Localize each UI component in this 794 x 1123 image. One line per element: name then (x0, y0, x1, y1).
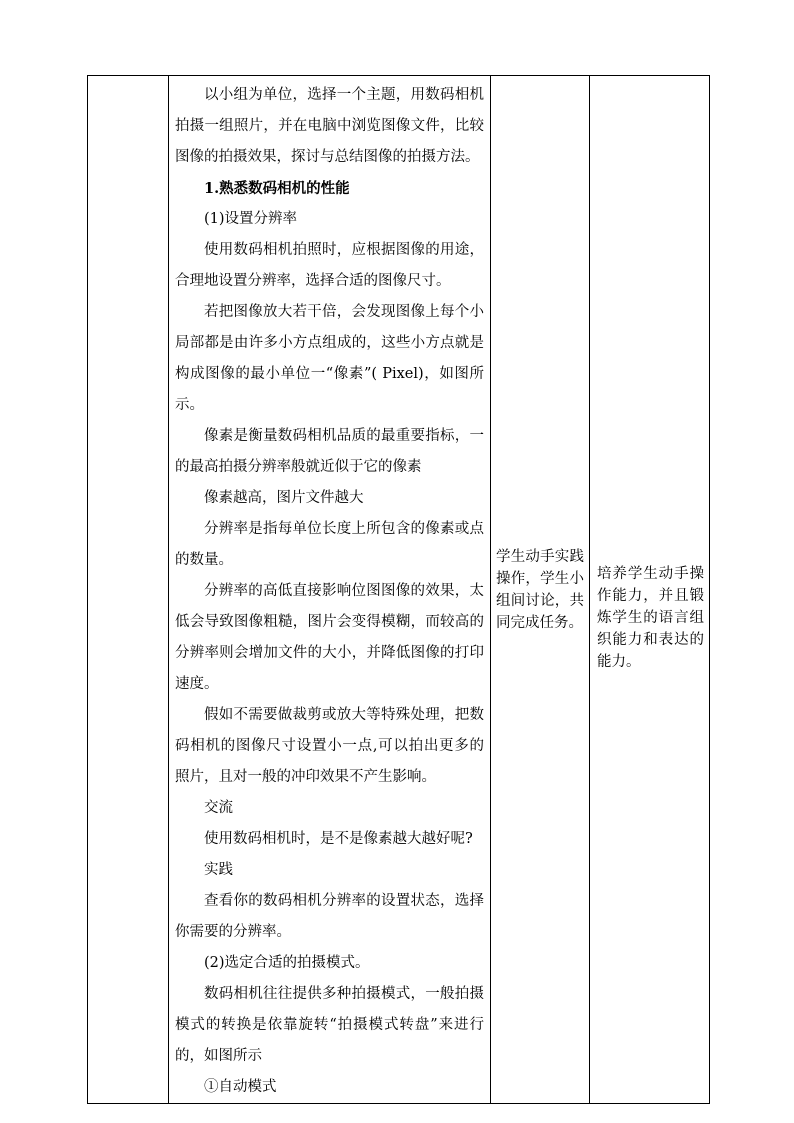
content-paragraph: (1)设置分辨率 (204, 211, 298, 227)
teaching-content (169, 76, 490, 1103)
student-activity-cell (491, 76, 590, 1104)
content-paragraph: 若把图像放大若干倍，会发现图像上每个小局部都是由许多小方点组成的，这些小方点就是构成图像的最小单位一“像素”( Pixel)，如图所示。 (175, 304, 484, 413)
design-intent-cell (590, 76, 710, 1104)
content-cell (169, 76, 491, 1104)
content-paragraph: 像素是衡量数码相机品质的最重要指标，一的最高拍摄分辨率般就近似于它的像素 (175, 428, 484, 475)
content-paragraph: 分辨率的高低直接影响位图图像的效果，太低会导致图像粗糙，图片会变得模糊，而较高的分辨率则会增加文件的大小，并降低图像的打印速度。 (175, 583, 484, 692)
content-paragraph: 使用数码相机拍照时，应根据图像的用途，合理地设置分辨率，选择合适的图像尺寸。 (175, 242, 484, 289)
section-heading: 1.熟悉数码相机的性能 (204, 180, 350, 197)
content-paragraph: 实践 (204, 862, 233, 878)
content-paragraph: 分辨率是指每单位长度上所包含的像素或点的数量。 (175, 521, 484, 568)
design-intent-text: 培养学生动手操作能力，并且锻炼学生的语言组织能力和表达的能力。 (597, 565, 704, 670)
content-paragraph: 使用数码相机时，是不是像素越大越好呢? (204, 831, 473, 847)
content-paragraph: 假如不需要做裁剪或放大等特殊处理，把数码相机的图像尺寸设置小一点,可以拍出更多的照片，且对一般的冲印效果不产生影响。 (175, 707, 484, 785)
content-paragraph: (2)选定合适的拍摄模式。 (204, 955, 370, 971)
stage-cell (88, 76, 169, 1104)
content-paragraph: 数码相机往往提供多种拍摄模式，一般拍摄模式的转换是依靠旋转“拍摄模式转盘”来进行的，如图所示 (175, 986, 484, 1064)
content-paragraph: 像素越高，图片文件越大 (204, 490, 364, 506)
table-row (88, 76, 710, 1104)
student-activity-text: 学生动手实践操作，学生小组间讨论，共同完成任务。 (496, 548, 584, 631)
content-paragraph: 查看你的数码相机分辨率的设置状态，选择你需要的分辨率。 (175, 893, 484, 940)
content-paragraph: 以小组为单位，选择一个主题，用数码相机拍摄一组照片，并在电脑中浏览图像文件，比较图像的拍摄效果，探讨与总结图像的拍摄方法。 (175, 87, 484, 165)
content-paragraph: ①自动模式 (204, 1079, 277, 1095)
lesson-plan-table (87, 75, 710, 1104)
content-paragraph: 交流 (204, 800, 233, 816)
